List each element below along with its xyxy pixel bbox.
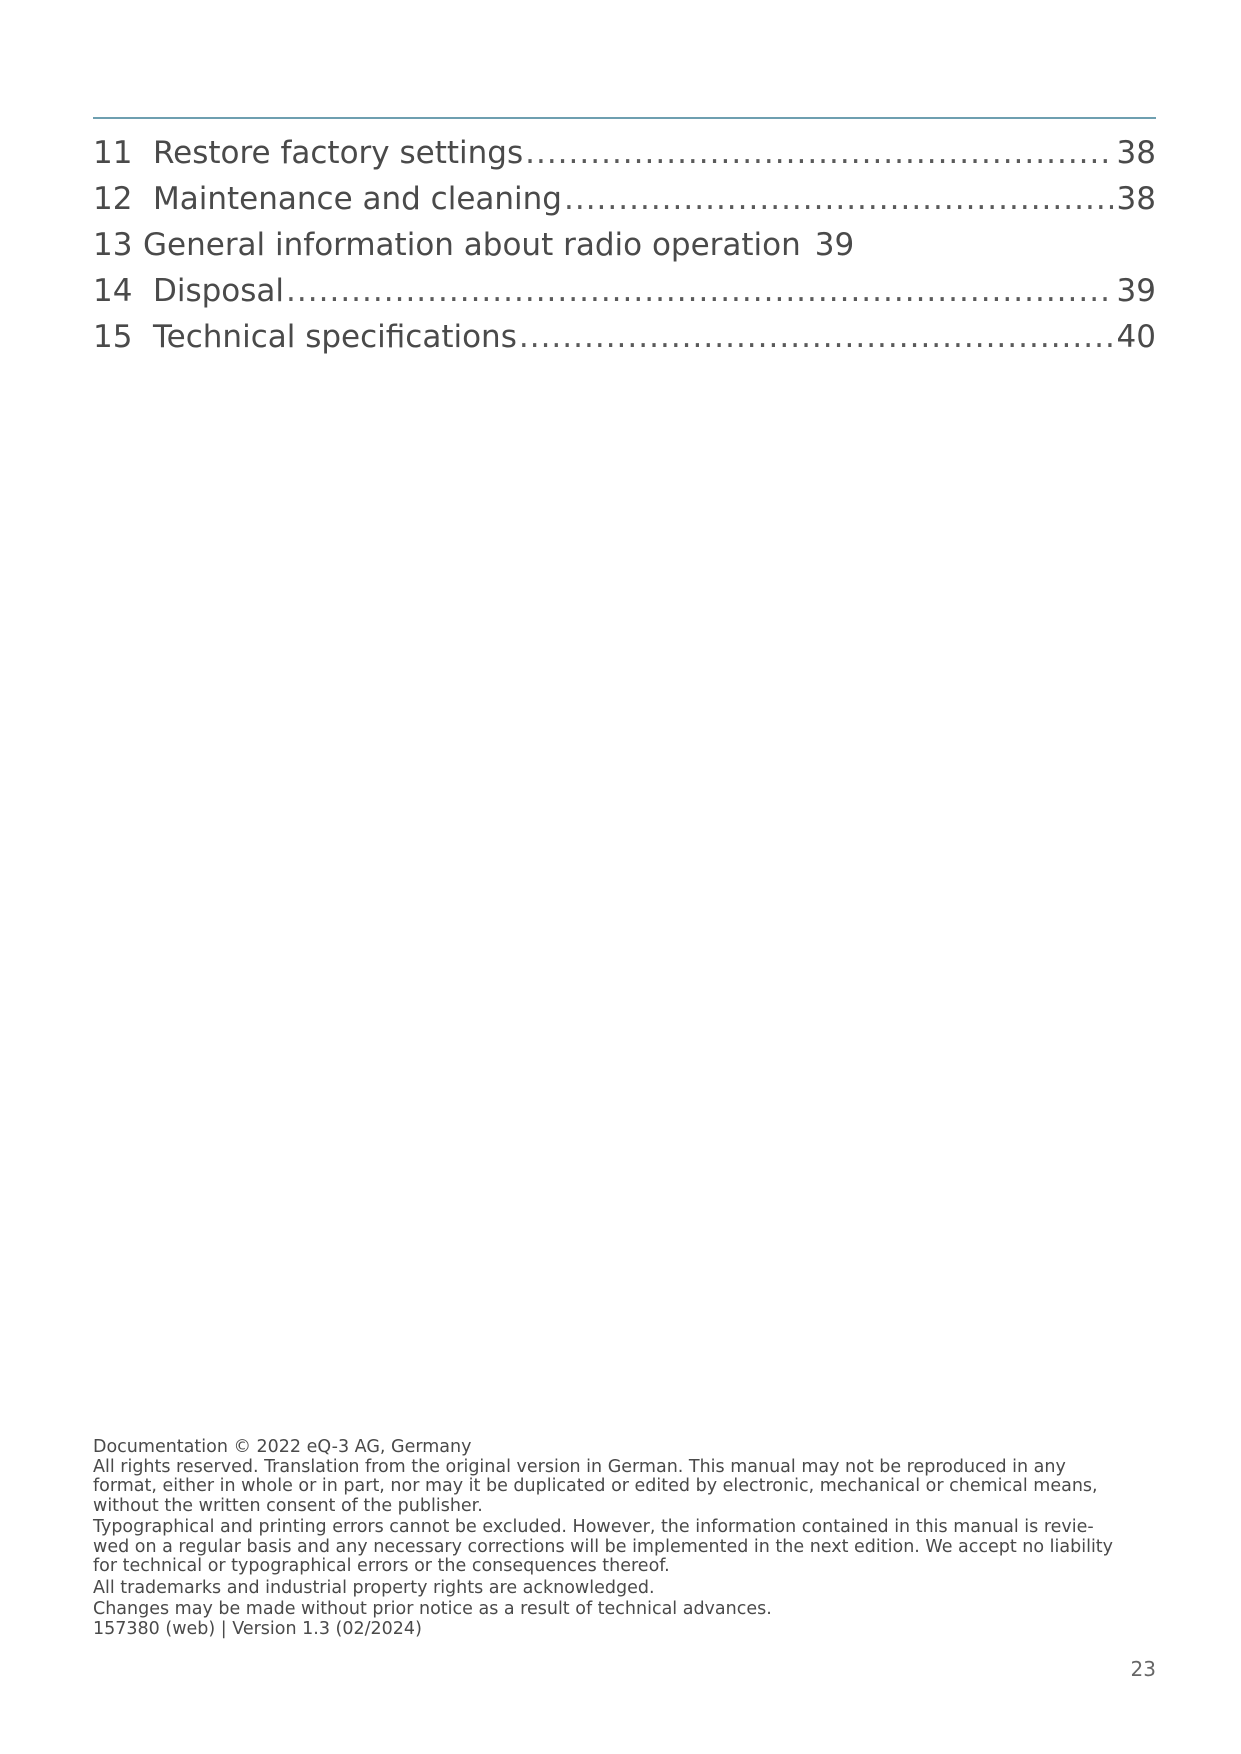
toc-entry-page: 40 [1116, 319, 1156, 355]
imprint-line: without the written consent of the publisher. [93, 1495, 483, 1516]
toc-entry-title: Restore factory settings [153, 135, 524, 171]
toc-entry-title: Disposal [153, 273, 285, 309]
toc-entry-number: 14 [93, 273, 133, 309]
toc-dot-leader [286, 268, 1113, 314]
imprint-line: All rights reserved. Translation from the original version in German. This manual may not be reproduced in any [93, 1456, 1066, 1477]
toc-entry-11[interactable] [93, 130, 1156, 176]
imprint-line: Typographical and printing errors cannot be excluded. However, the information contained in this manual is revie- [93, 1517, 1094, 1537]
imprint-line: wed on a regular basis and any necessary corrections will be implemented in the next edition. We accept no liability [93, 1536, 1114, 1557]
imprint-line: format, either in whole or in part, nor may it be duplicated or edited by electronic, mechanical or chemical means, [93, 1476, 1098, 1496]
page-number: 23 [1130, 1657, 1156, 1681]
imprint-footer [93, 1438, 1156, 1639]
imprint-line: for technical or typographical errors or the consequences thereof. [93, 1556, 670, 1576]
toc-entry-title: General information about radio operation [143, 227, 801, 263]
toc-entry-page: 39 [814, 227, 855, 263]
toc-dot-leader [519, 314, 1113, 360]
toc-entry-number: 11 [93, 135, 133, 171]
imprint-line: Changes may be made without prior notice as a result of technical advances. [93, 1599, 772, 1619]
toc-entry-13[interactable] [93, 222, 1156, 268]
toc-entry-title: Technical specifications [153, 319, 517, 355]
table-of-contents [93, 130, 1156, 360]
toc-dot-leader [564, 176, 1113, 222]
imprint-line: All trademarks and industrial property rights are acknowledged. [93, 1577, 655, 1598]
toc-entry-page: 39 [1116, 273, 1156, 309]
toc-entry-number: 13 [93, 227, 133, 263]
toc-entry-page: 38 [1116, 135, 1156, 171]
toc-entry-14[interactable] [93, 268, 1156, 314]
version-line: 157380 (web) | Version 1.3 (02/2024) [93, 1618, 422, 1639]
toc-entry-15[interactable] [93, 314, 1156, 360]
toc-entry-title: Maintenance and cleaning [153, 181, 562, 217]
toc-entry-page: 38 [1116, 181, 1156, 217]
copyright-line: Documentation © 2022 eQ-3 AG, Germany [93, 1437, 472, 1457]
header-rule [93, 117, 1156, 119]
toc-entry-number: 15 [93, 319, 133, 355]
toc-entry-12[interactable] [93, 176, 1156, 222]
toc-entry-number: 12 [93, 181, 133, 217]
toc-dot-leader [525, 130, 1112, 176]
